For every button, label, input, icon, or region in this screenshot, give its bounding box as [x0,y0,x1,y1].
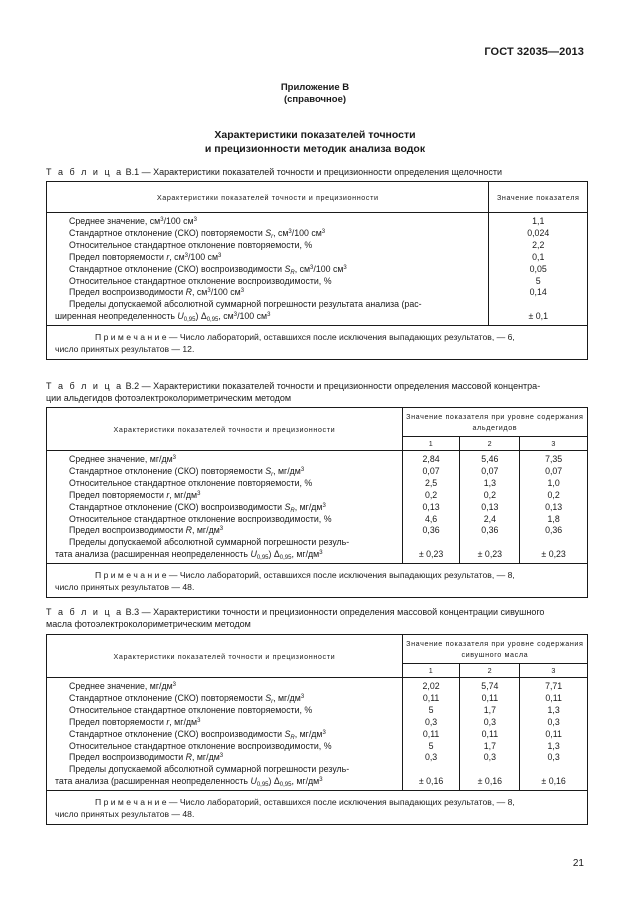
table-cell: 0,11 [545,728,562,739]
table2-header-value: Значение показателя при уровне содержания альдегидов [402,408,587,437]
table-cell: 0,2 [424,489,438,500]
table-cell: 0,07 [481,465,499,476]
table1-header-value: Значение показателя [489,182,588,213]
table2-label: Т а б л и ц а [46,381,124,391]
table-cell: 0,11 [481,728,499,739]
table1-values [489,213,588,326]
table-cell: 0,14 [529,287,547,298]
table-row-name: Среднее значение, $мг/дм^3$ [69,454,177,464]
table1-note-cont: число принятых результатов — 12. [55,344,195,355]
table3 [46,634,588,825]
table-cell: ± 0,16 [477,776,503,787]
table2-caption [46,380,588,404]
table-cell: 0,2 [547,489,560,500]
table-cell: 0,36 [422,525,440,536]
table-cell: 0,1 [532,251,545,262]
table3-level-3: 3 [520,664,588,678]
table-row-name: Предел повторяемости r, $см^3/100$ $см^3$ [69,251,222,262]
table-cell: 2,4 [483,513,496,524]
table2-note [47,564,588,598]
table-cell: ± 0,23 [541,549,566,560]
table-row-name: Среднее значение, $мг/дм^3$ [69,681,177,691]
table3-level-1: 1 [402,664,460,678]
table1-label: Т а б л и ц а [46,167,124,177]
table-cell: 0,024 [527,227,550,238]
table-row-name-cont: тата анализа (расширенная неопределенность $U_{0,95}$) $\Delta_{0,95}$, $мг/дм^3$ [55,776,323,789]
table3-caption [46,606,588,630]
table-row-name: Стандартное отклонение (СКО) воспроизводимости $S_R$, $см^3/100$ $см^3$ [69,263,347,276]
table-cell: 1,3 [547,704,560,715]
page-number: 21 [572,858,584,869]
table-cell: 5 [535,275,541,286]
table-cell: 0,36 [481,525,499,536]
table-row-name: Пределы допускаемой абсолютной суммарной погрешности резуль- [69,537,350,548]
table-cell: 0,3 [547,752,560,763]
table-cell: 7,71 [545,681,563,691]
table3-note-cont: число принятых результатов — 48. [55,809,195,820]
table-cell: 2,02 [422,681,440,691]
table-row-name: Среднее значение, $см^3/100$ $см^3$ [69,216,197,226]
table3-level-2: 2 [460,664,520,678]
table-cell: 1,3 [547,740,560,751]
appendix-subtitle: (справочное) [283,94,347,105]
table-row-name: Относительное стандартное отклонение воспроизводимости, % [69,513,332,524]
table-cell: 0,13 [481,501,499,512]
table-cell: 0,05 [529,263,547,274]
table-cell: 5 [428,740,434,751]
table1-names [47,213,489,326]
document-title-line1: Характеристики показателей точности [214,129,416,141]
table2-level-1: 1 [402,437,460,451]
table-cell: 4,6 [424,513,438,524]
table-cell: ± 0,1 [528,311,548,322]
table2-values-3 [520,451,588,564]
table-row-name: Предел воспроизводимости R, $мг/дм^3$ [69,525,224,536]
table-cell: 0,13 [545,501,563,512]
table-cell: 1,7 [483,704,496,715]
table-cell: 1,1 [532,216,545,226]
table-cell: ± 0,23 [418,549,444,560]
table2-names [47,451,403,564]
table1 [46,181,588,360]
table-cell: 1,8 [547,513,560,524]
table-row-name: Предел воспроизводимости R, $мг/дм^3$ [69,752,224,763]
table1-note-text: П р и м е ч а н и е — Число лабораторий, оставшихся после исключения выпадающих результатов, — 6, [95,332,515,343]
table3-values-1 [402,678,460,791]
table3-caption-cont: масла фотоэлектроколориметрическим методом [46,619,251,629]
table-row-name: Относительное стандартное отклонение воспроизводимости, % [69,740,332,751]
table1-caption-text: В.1 — Характеристики показателей точности и прецизионности определения щелочности [125,167,502,177]
table-row-name: Стандартное отклонение (СКО) повторяемости $S_r$, $см^3/100$ $см^3$ [69,227,326,240]
table-cell: 2,2 [532,239,545,250]
table-row-name-cont: тата анализа (расширенная неопределенность $U_{0,95}$) $\Delta_{0,95}$, $мг/дм^3$ [55,549,323,562]
table-cell: 1,0 [547,477,560,488]
table2-note-text: П р и м е ч а н и е — Число лабораторий, оставшихся после исключения выпадающих результатов, — 8, [95,570,515,581]
table1-note [47,326,588,360]
table2 [46,407,588,598]
table-cell: 5,74 [481,681,499,691]
table-cell: 2,84 [422,454,440,464]
table-cell: 0,07 [545,465,563,476]
table2-caption-cont: ции альдегидов фотоэлектроколориметрическим методом [46,393,292,403]
table2-values-1 [402,451,460,564]
table-cell: 1,7 [483,740,496,751]
table-cell: 1,3 [483,477,496,488]
table-row-name: Относительное стандартное отклонение повторяемости, % [69,704,313,715]
table-row-name: Относительное стандартное отклонение воспроизводимости, % [69,275,332,286]
table-cell: 0,3 [483,752,496,763]
table2-header-name: Характеристики показателей точности и прецизионности [47,408,403,451]
table3-header-value: Значение показателя при уровне содержания сивушного масла [402,635,587,664]
table-cell: 0,3 [483,716,496,727]
table-cell: 2,5 [424,477,438,488]
table-row-name: Предел повторяемости r, $мг/дм^3$ [69,716,201,727]
table-cell: ± 0,16 [541,776,566,787]
table-row-name: Предел воспроизводимости R, $см^3/100$ $см^3$ [69,287,245,298]
table3-note [47,791,588,825]
table-row-name: Пределы допускаемой абсолютной суммарной погрешности резуль- [69,764,350,775]
table-row-name: Относительное стандартное отклонение повторяемости, % [69,477,313,488]
table2-level-3: 3 [520,437,588,451]
table3-values-2 [460,678,520,791]
table3-label: Т а б л и ц а [46,607,124,617]
table2-note-cont: число принятых результатов — 48. [55,582,195,593]
table-cell: 0,11 [481,692,499,703]
table-row-name: Стандартное отклонение (СКО) воспроизводимости $S_R$, $мг/дм^3$ [69,728,326,741]
table-cell: 5 [428,704,434,715]
table-cell: 0,36 [545,525,563,536]
table3-header-name: Характеристики показателей точности и прецизионности [47,635,403,678]
table3-caption-text: В.3 — Характеристики точности и прецизионности определения массовой концентрации сивушного [125,607,545,617]
table-row-name: Стандартное отклонение (СКО) повторяемости $S_r$, $мг/дм^3$ [69,692,305,705]
table2-level-2: 2 [460,437,520,451]
table-row-name: Относительное стандартное отклонение повторяемости, % [69,239,313,250]
table-row-name: Стандартное отклонение (СКО) воспроизводимости $S_R$, $мг/дм^3$ [69,501,326,514]
table-cell: 5,46 [481,454,499,464]
table-row-name: Предел повторяемости r, $мг/дм^3$ [69,489,201,500]
table1-header-name: Характеристики показателей точности и прецизионности [47,182,489,213]
standard-code: ГОСТ 32035—2013 [484,46,584,58]
table3-note-text: П р и м е ч а н и е — Число лабораторий, оставшихся после исключения выпадающих результатов, — 8, [95,797,515,808]
table-cell: 0,3 [424,716,438,727]
document-title-line2: и прецизионности методик анализа водок [204,143,426,155]
table-cell: 0,11 [545,692,562,703]
table-row-name: Пределы допускаемой абсолютной суммарной погрешности результата анализа (рас- [69,299,422,310]
table-cell: 0,07 [422,465,440,476]
table3-values-3 [520,678,588,791]
table2-values-2 [460,451,520,564]
table2-caption-text: В.2 — Характеристики показателей точности и прецизионности определения массовой концентра- [125,381,541,391]
table-cell: 0,13 [422,501,440,512]
table-cell: 0,3 [547,716,560,727]
table-cell: 7,35 [545,454,563,464]
table-row-name: Стандартное отклонение (СКО) повторяемости $S_r$, $мг/дм^3$ [69,465,305,478]
table-cell: 0,11 [422,692,440,703]
table-row-name-cont: ширенная неопределенность $U_{0,95}$) $\Delta_{0,95}$, $см^3/100$ $см^3$ [55,311,271,324]
table-cell: ± 0,23 [477,549,503,560]
table-cell: 0,3 [424,752,438,763]
table-cell: 0,2 [483,489,496,500]
table-cell: ± 0,16 [418,776,444,787]
table3-names [47,678,403,791]
appendix-title: Приложение В [280,82,350,93]
table-cell: 0,11 [422,728,440,739]
table1-caption [46,166,588,178]
